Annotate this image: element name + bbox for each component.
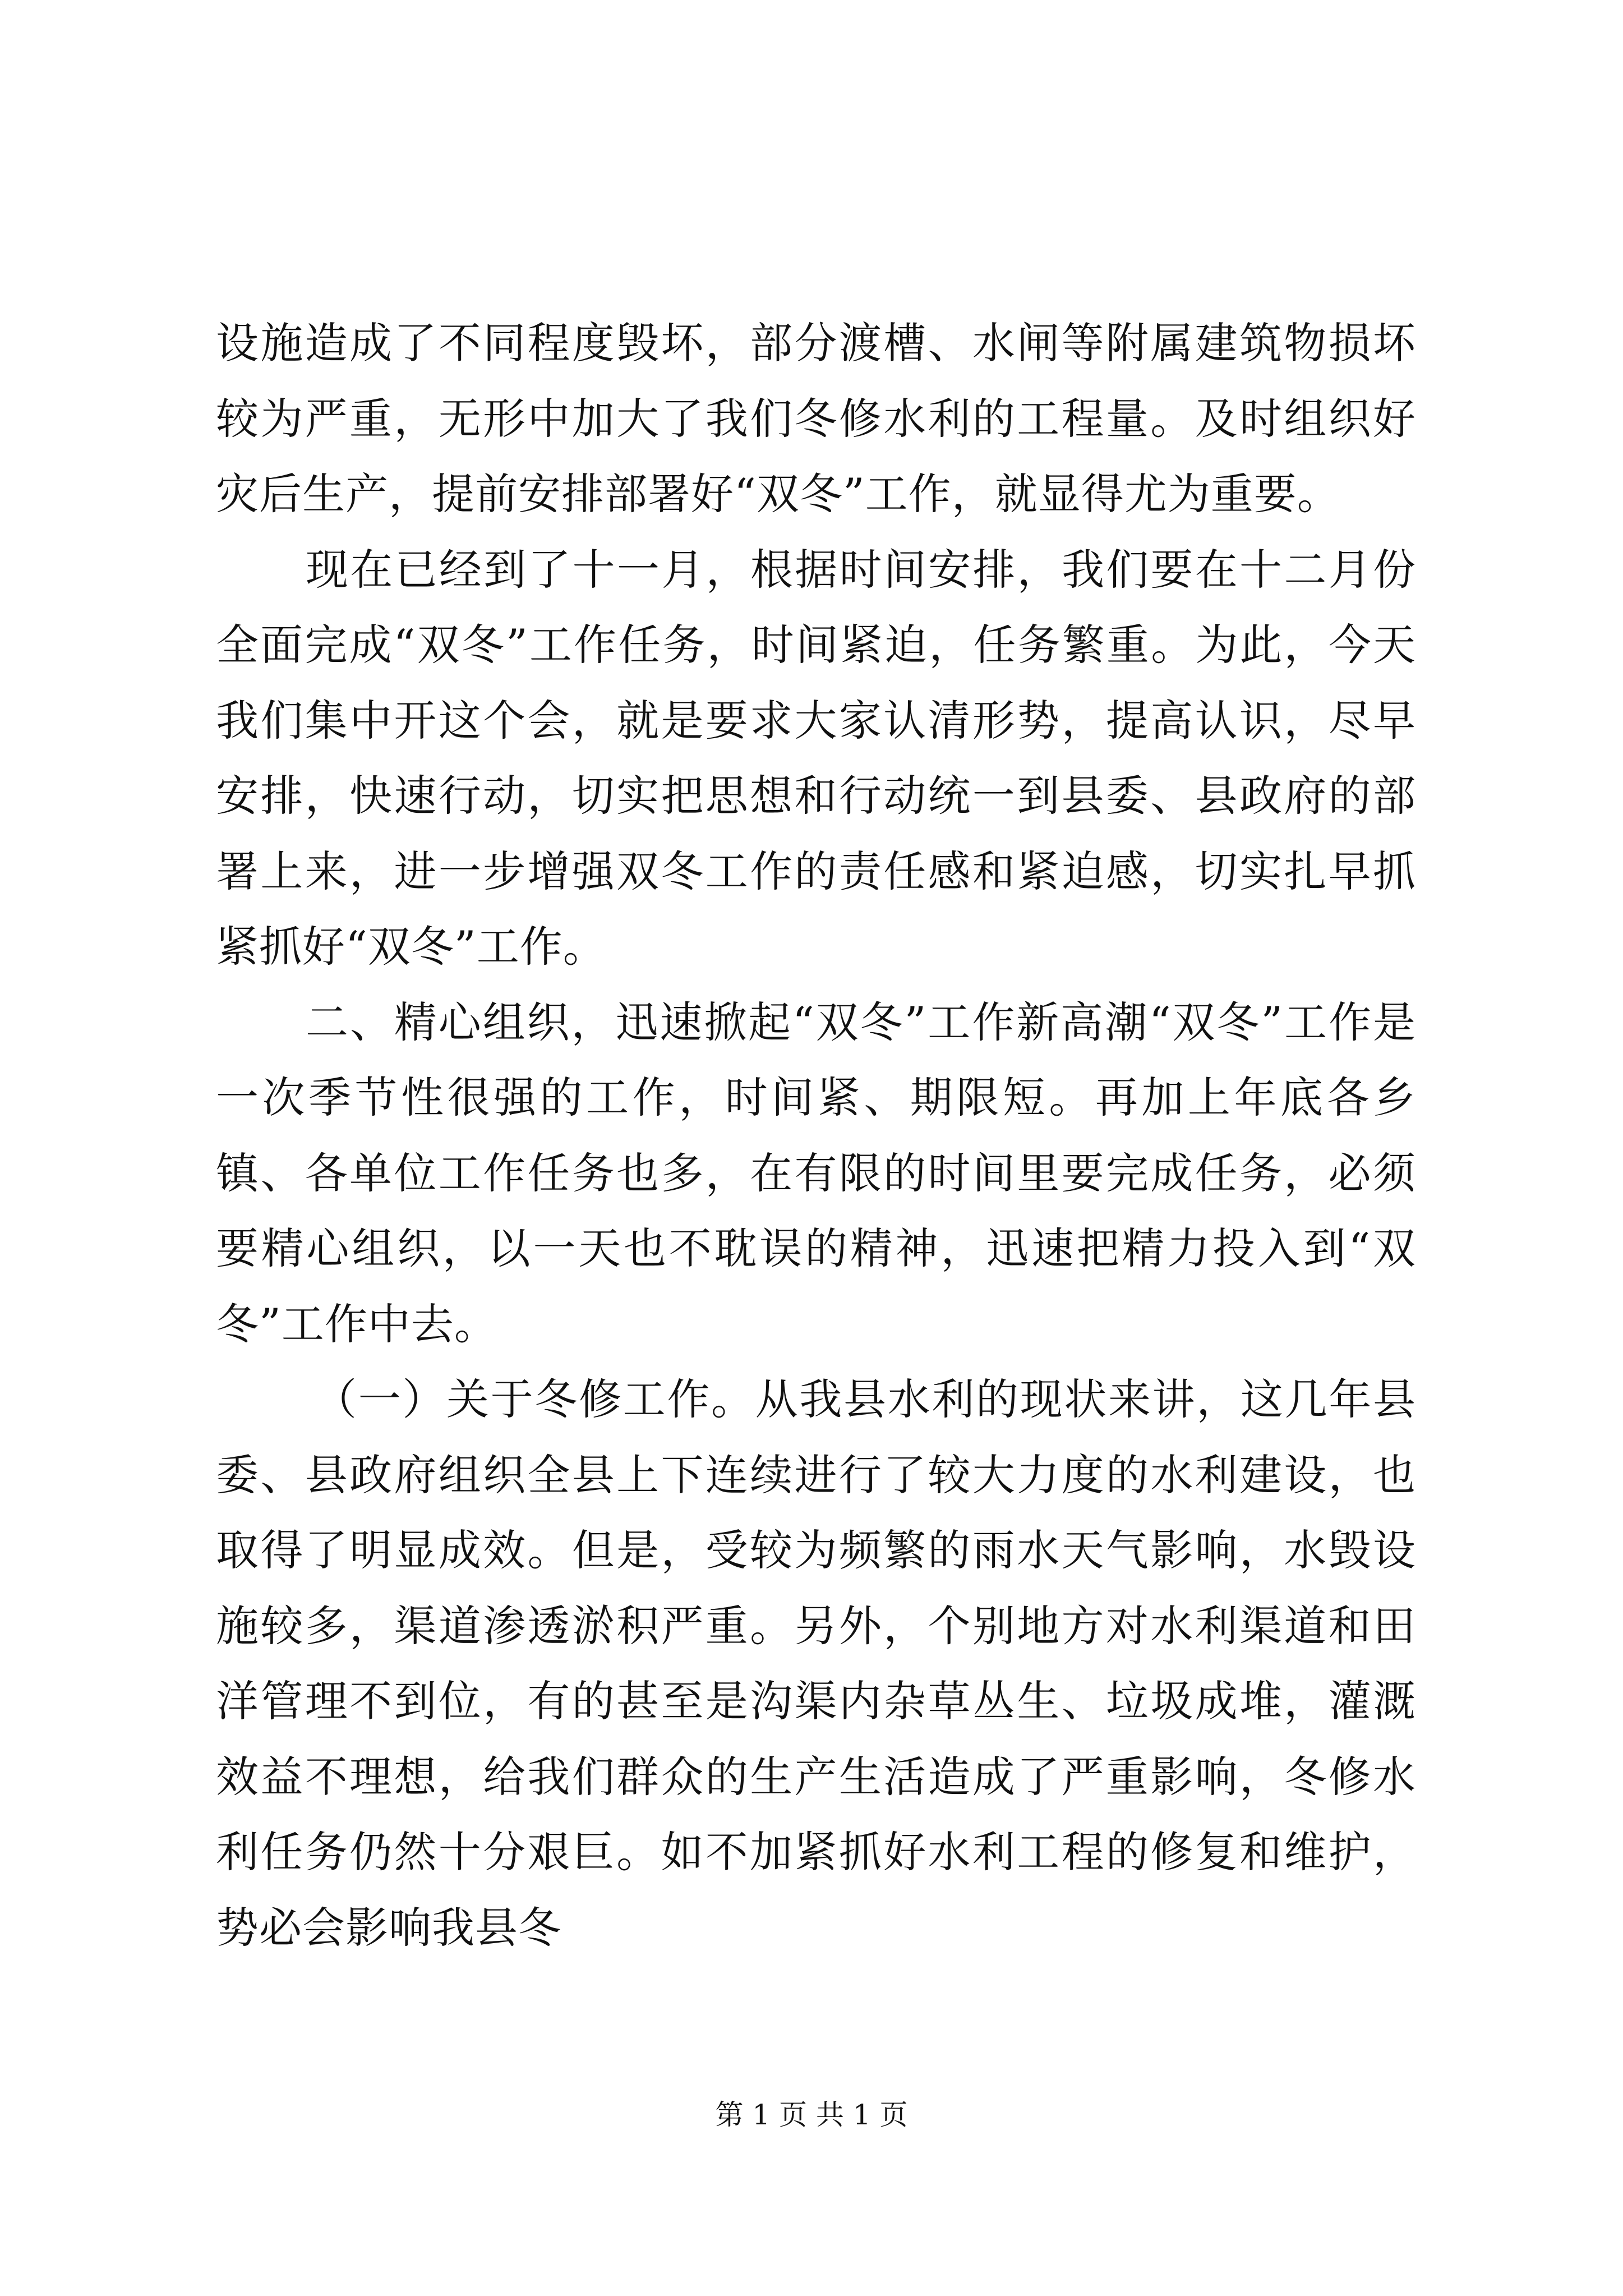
paragraph-november-schedule: 现在已经到了十一月，根据时间安排，我们要在十二月份全面完成“双冬”工作任务，时间紧迫，任务繁重。为此，今天我们集中开这个会，就是要求大家认清形势，提高认识，尽早安排，快速行动，切实把思想和行动统一到县委、县政府的部署上来，进一步增强双冬工作的责任感和紧迫感，切实扎早抓紧抓好“双冬”工作。 — [216, 544, 1416, 972]
page-number-footer: 第 1 页 共 1 页 — [715, 2099, 908, 2131]
paragraph-continuation: 设施造成了不同程度毁坏，部分渡槽、水闸等附属建筑物损坏较为严重，无形中加大了我们冬修水利的工程量。及时组织好灾后生产，提前安排部署好“双冬”工作，就显得尤为重要。 — [216, 318, 1416, 519]
document-body — [216, 306, 1416, 1966]
paragraph-winter-repair: （一）关于冬修工作。从我县水利的现状来讲，这几年县委、县政府组织全县上下连续进行了较大力度的水利建设，也取得了明显成效。但是，受较为频繁的雨水天气影响，水毁设施较多，渠道渗透淤积严重。另外，个别地方对水利渠道和田洋管理不到位，有的甚至是沟渠内杂草丛生、垃圾成堆，灌溉效益不理想，给我们群众的生产生活造成了严重影响，冬修水利任务仍然十分艰巨。如不加紧抓好水利工程的修复和维护，势必会影响我县冬 — [216, 1374, 1416, 1953]
paragraph-section-two-heading: 二、精心组织，迅速掀起“双冬”工作新高潮“双冬”工作是一次季节性很强的工作，时间紧、期限短。再加上年底各乡镇、各单位工作任务也多，在有限的时间里要完成任务，必须要精心组织，以一天也不耽误的精神，迅速把精力投入到“双冬”工作中去。 — [216, 997, 1416, 1349]
